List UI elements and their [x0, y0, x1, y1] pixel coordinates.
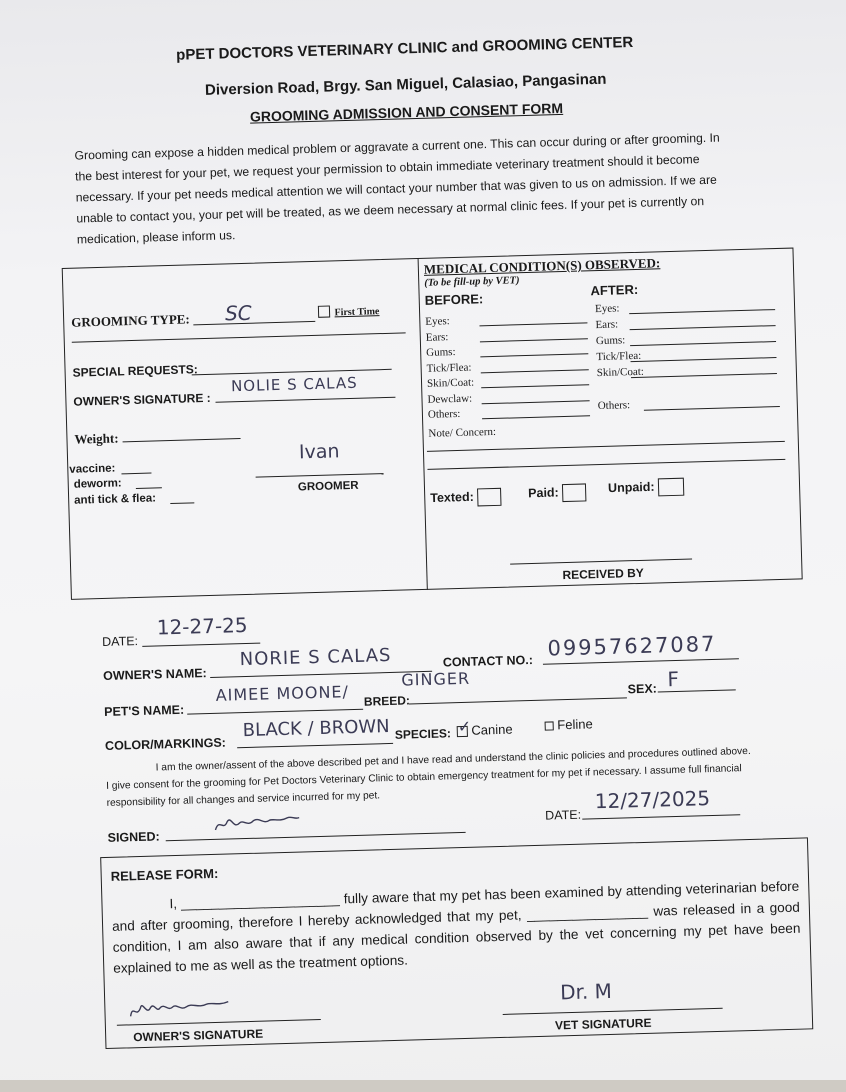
color-markings-line — [237, 743, 393, 748]
sex-value[interactable]: F — [667, 666, 680, 692]
after-item-label: Others: — [597, 399, 631, 413]
date-label: DATE: — [101, 633, 139, 649]
feline-checkbox[interactable] — [545, 721, 554, 730]
color-markings-label: COLOR/MARKINGS: — [104, 735, 227, 753]
vaccine-label: vaccine: — [69, 462, 116, 476]
signed-line — [166, 832, 466, 841]
before-item-label: Ears: — [425, 330, 449, 344]
owner-signature-value[interactable]: NOLIE S CALAS — [230, 373, 358, 396]
medical-condition-title: MEDICAL CONDITION(S) OBSERVED: — [423, 255, 661, 277]
consent-paragraph: I am the owner/assent of the above described pet and I have read and understand the clinic policies and procedures outlined above. I give consent for the grooming for Pet Doctors Veterinary Clinic to obtain emergency treatment for my pet if necessary. I assume full financial responsibility for all changes and service incurred for my pet. — [106, 745, 751, 809]
signed-date-line — [582, 814, 740, 819]
before-item-label: Dewclaw: — [427, 392, 473, 406]
sex-label: SEX: — [627, 681, 658, 697]
after-label: AFTER: — [590, 281, 639, 299]
before-item-label: Eyes: — [425, 315, 450, 328]
grooming-type-label: GROOMING TYPE: — [71, 311, 190, 330]
owner-name-value[interactable]: NORIE S CALAS — [239, 644, 392, 671]
before-item-label: Skin/Coat: — [426, 376, 475, 390]
feline-option[interactable] — [544, 716, 592, 732]
after-item-label: Ears: — [595, 318, 619, 332]
grooming-type-value[interactable]: SC — [224, 300, 253, 326]
paid-label: Paid: — [527, 485, 559, 501]
note-concern-label: Note/ Concern: — [428, 425, 497, 440]
paid-checkbox[interactable] — [561, 483, 585, 502]
unpaid-label: Unpaid: — [607, 479, 655, 496]
owner-signature-label: OWNER'S SIGNATURE : — [73, 390, 211, 409]
first-time-checkbox[interactable] — [318, 301, 380, 321]
breed-line — [409, 697, 627, 704]
paid-field — [528, 483, 586, 503]
contact-value[interactable]: 09957627087 — [547, 631, 717, 661]
signed-date-value[interactable]: 12/27/2025 — [594, 786, 711, 814]
first-time-label: First Time — [334, 306, 380, 319]
after-item-label: Tick/Flea: — [596, 349, 642, 364]
vet-signature-value[interactable]: Dr. M — [559, 978, 613, 1005]
after-item-label: Eyes: — [594, 302, 620, 316]
vet-signature-label: VET SIGNATURE — [554, 1015, 652, 1033]
antitick-label: anti tick & flea: — [74, 492, 157, 507]
owner-name-label: OWNER'S NAME: — [102, 666, 207, 683]
special-requests-label: SPECIAL REQUESTS: — [72, 362, 198, 380]
texted-checkbox[interactable] — [477, 488, 501, 507]
clinic-address: Diversion Road, Brgy. San Miguel, Calasiao, Pangasinan — [204, 70, 607, 99]
after-item-label: Gums: — [595, 334, 626, 348]
before-label: BEFORE: — [424, 291, 484, 308]
texted-field — [430, 488, 501, 508]
release-form-title: RELEASE FORM: — [110, 865, 219, 884]
vet-fillup-note: (To be fill-up by VET) — [424, 275, 520, 289]
deworm-label: deworm: — [73, 477, 122, 491]
pet-name-label: PET'S NAME: — [103, 702, 185, 719]
signed-label: SIGNED: — [107, 829, 160, 845]
release-paragraph: I, _____________________ fully aware that my pet has been examined by attending veterinarian before and after grooming, therefore I hereby acknowledged that my pet, ________________ was released in a good condition, I am also aware that if any medical condition observed by the vet concerning my pet have been explained to me as well as the treatment options. — [111, 878, 801, 976]
before-item-label: Gums: — [426, 346, 456, 359]
date-line — [142, 643, 260, 647]
signed-date-label: DATE: — [544, 807, 582, 823]
release-owner-signature-scribble[interactable] — [128, 991, 239, 1024]
weight-label: Weight: — [74, 430, 119, 447]
intro-paragraph: Grooming can expose a hidden medical problem or aggravate a current one. This can occur during or after grooming. In the best interest for your pet, we request your permission to obtain immediate veterinary treatment should it become necessary. If your pet needs medical attention we will contact your number that was given to us on admission. If we are unable to contact you, your pet will be treated, as we deem necessary at normal clinic fees. If your pet is currently on medication, please inform us. — [74, 130, 720, 247]
received-by-label: RECEIVED BY — [562, 565, 644, 583]
breed-value[interactable]: GINGER — [401, 668, 471, 690]
canine-checkbox[interactable] — [457, 716, 472, 737]
pet-name-line — [187, 709, 363, 715]
texted-label: Texted: — [430, 489, 474, 506]
canine-option[interactable] — [457, 716, 513, 739]
breed-label: BREED: — [363, 693, 411, 709]
unpaid-field — [608, 478, 684, 498]
color-markings-value[interactable]: BLACK / BROWN — [242, 716, 390, 742]
before-item-label: Tick/Flea: — [426, 361, 472, 375]
canine-check-mark: ✓ — [457, 716, 472, 737]
form-title: GROOMING ADMISSION AND CONSENT FORM — [249, 99, 564, 125]
canine-label: Canine — [471, 721, 513, 738]
after-item-label: Skin/Coat: — [596, 365, 645, 380]
date-value[interactable]: 12-27-25 — [156, 612, 248, 640]
groomer-label: GROOMER — [297, 479, 359, 494]
feline-label: Feline — [557, 716, 593, 733]
release-owner-signature-label: OWNER'S SIGNATURE — [133, 1026, 264, 1045]
unpaid-checkbox[interactable] — [657, 478, 683, 497]
pet-name-value[interactable]: AIMEE MOONE/ — [215, 682, 350, 705]
owner-signature-scribble[interactable] — [213, 809, 304, 836]
checkbox-square[interactable] — [318, 305, 330, 317]
clinic-name: pPET DOCTORS VETERINARY CLINIC and GROOMING CENTER — [175, 33, 634, 64]
species-label: SPECIES: — [394, 726, 452, 742]
before-item-label: Others: — [427, 407, 461, 421]
contact-label: CONTACT NO.: — [442, 652, 534, 670]
groomer-name-value[interactable]: Ivan — [298, 440, 340, 464]
owner-name-line — [210, 671, 432, 678]
